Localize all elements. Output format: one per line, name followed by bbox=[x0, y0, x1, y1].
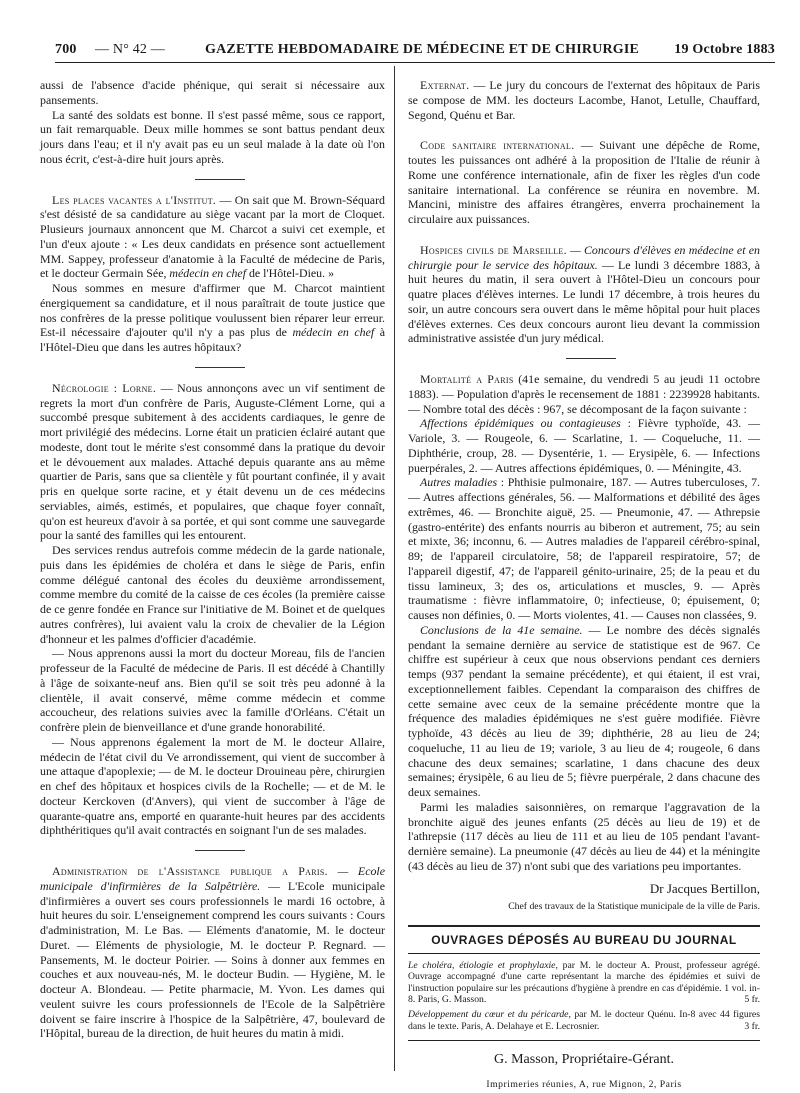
left-column bbox=[40, 78, 385, 1041]
book-entry: Le choléra, étiologie et prophylaxie, par M. le docteur A. Proust, professeur agrégé. Ouvrage accompagné d'une carte représentant la marche des épidémies et suivi de l'instruction populaire sur les précautions d'hygiène à prendre en cas d'épidémie. 1 vol. in-8. Paris, G. Masson. 5 fr. bbox=[408, 959, 760, 1005]
section-separator bbox=[40, 355, 385, 381]
article-heading: Externat. bbox=[420, 78, 470, 92]
article-heading: Les places vacantes a l'Institut. bbox=[52, 192, 217, 207]
article-heading: Nécrologie : Lorne. bbox=[52, 380, 157, 395]
article-heading: Hospices civils de Marseille. bbox=[420, 242, 567, 257]
books-received-box bbox=[408, 925, 760, 1041]
journal-title: GAZETTE HEBDOMADAIRE DE MÉDECINE ET DE CHIRURGIE bbox=[205, 42, 640, 57]
book-entry: Développement du cœur et du péricarde, par M. le docteur Quénu. In-8 avec 44 figures dans le texte. Paris, A. Delahaye et E. Lecrosnier. 3 fr. bbox=[408, 1009, 760, 1032]
paragraph: Nous sommes en mesure d'affirmer que M. Charcot maintient énergiquement sa candidature, et il nous paraîtrait de toute justice que nos confrères de la presse politique voulussent bien réparer leur erreur. Est-il nécessaire d'ajouter qu'il n'y a pas plus de médecin en chef à l'Hôtel-Dieu que dans les autres hôpitaux? bbox=[40, 281, 385, 354]
paragraph: Conclusions de la 41e semaine. — Le nombre des décès signalés pendant la semaine dernière au service de statistique est de 967. Ce chiffre est supérieur à ceux que nous observions pendant ces derniers temps (937 pendant la semaine précédente), et qui étaient, il est vrai, exceptionnellement faibles. Cependant la comparaison des chiffres de cette semaine avec ceux de la semaine précédente montre que la fréquence des maladies épidémiques ne s'est guère modifiée. Fièvre typhoïde, 43 décès au lieu de 39; diphthérie, 28 au lieu de 24; coqueluche, 11 au lieu de 19; variole, 3 au lieu de 4; rougeole, 6 dans chacune des deux semaines; scarlatine, 1 dans chacune des deux semaines; érysipèle, 6 au lieu de 5; fièvre puerpérale, 2 dans chacune des deux semaines. bbox=[408, 622, 761, 799]
section-separator bbox=[40, 838, 385, 864]
article-assistance-publique: Administration de l'Assistance publique a Paris. — Ecole municipale d'infirmières de la Salpêtrière. — L'Ecole municipale d'infirmières a ouvert ses cours professionnels le mardi 16 octobre, à huit heures du soir. L'enseignement comprend les cours suivants : Cours d'administration, M. Le Bas. — Eléments d'anatomie, M. le docteur Duret. — Eléments de physiologie, M. le docteur P. Regnard. — Pansements, M. le docteur Poirier. — Soins à donner aux femmes en couches et aux nouveau-nés, M. le docteur Budin. — Hygiène, M. le docteur A. Blondeau. — Petite pharmacie, M. Yvon. Les dames qui veulent suivre les cours professionnels de l'Ecole de la Salpêtrière doivent se faire inscrire à l'hospice de la Salpêtrière, 47, boulevard de l'Hôpital, bureau de la direction, de huit heures du matin à midi. bbox=[40, 864, 385, 1041]
article-code-sanitaire: Code sanitaire international. — Suivant une dépêche de Rome, toutes les puissances ont adhéré à la proposition de l'Italie de réunir à Rome une conférence internationale, afin de fixer les règles d'un code sanitaire international. La conférence se réunira en novembre. M. Mancini, ministre des affaires étrangères, enverra prochainement la circulaire aux puissances. bbox=[408, 138, 761, 226]
issue-date: 19 Octobre 1883 bbox=[674, 42, 775, 57]
paragraph: — Nous apprenons également la mort de M. le docteur Allaire, médecin de l'état civil du Ve arrondissement, qui vient de succomber à une attaque d'apoplexie; — de M. le docteur Drouineau père, chirurgien en chef des hôpitaux et hospices civils de la Rochelle; — et de M. le docteur Kerckoven (d'Anvers), qui vient de succomber à l'âge de quarante-quatre ans, emporté en quarante-huit heures par des accidents diphthéritiques qu'il avait contractés en soignant l'un de ses malades. bbox=[40, 734, 385, 838]
section-separator bbox=[40, 167, 385, 193]
paragraph: Parmi les maladies saisonnières, on remarque l'aggravation de la bronchite aiguë des jeunes enfants (25 décès au lieu de 19) et de l'athrepsie (117 décès au lieu de 111 et au lieu de 105 pendant l'avant-dernière semaine). La pneumonie (47 décès au lieu de 44) et la méningite (43 décès au lieu de 37) n'ont subi que des variations peu importantes. bbox=[408, 799, 760, 873]
issue-number: — N° 42 — bbox=[95, 42, 166, 57]
column-divider bbox=[394, 66, 395, 1071]
article-mortalite: Mortalité a Paris (41e semaine, du vendredi 5 au jeudi 11 octobre 1883). — Population d'après le recensement de 1881 : 2239928 habitants. — Nombre total des décès : 967, se décomposant de la façon suivante : bbox=[408, 372, 761, 416]
paragraph: La santé des soldats est bonne. Il s'est passé même, sous ce rapport, un fait remarquable. Deux mille hommes se sont battus pendant deux jours dans l'eau; et il n'y avait pas eu un seul malade à la date où l'on nous écrit, c'est-à-dire huit jours après. bbox=[40, 107, 385, 166]
article-heading: Code sanitaire international. bbox=[420, 138, 575, 153]
paragraph: Des services rendus autrefois comme médecin de la garde nationale, puis dans les épidémies de choléra et dans le siège de Paris, enfin comme délégué cantonal des écoles du deuxième arrondissement, comme membre du comité de la caisse de ces écoles (la première caisse de ce genre fondée en France sur l'initiative de M. Boinet et de quelques autres confrères), lui avaient valu la croix de chevalier de la Légion d'honneur et les palmes d'officier d'académie. bbox=[40, 543, 385, 646]
article-institut: Les places vacantes a l'Institut. — On sait que M. Brown-Séquard s'est désisté de sa candidature au siège vacant par la mort de Cloquet. Plusieurs journaux annoncent que M. Charcot a suivi cet exemple, et l'un d'eux ajoute : « Les deux candidats en présence sont actuellement MM. Sappey, professeur d'anatomie à la Faculté de médecine de Paris, et le docteur Germain Sée, médecin en chef de l'Hôtel-Dieu. » bbox=[40, 192, 385, 281]
paragraph: Affections épidémiques ou contagieuses : Fièvre typhoïde, 43. — Variole, 3. — Rougeole, 6. — Scarlatine, 1. — Coqueluche, 11. — Diphthérie, croup, 28. — Dysentérie, 1. — Erysipèle, 6. — Infections puerpérales, 2. — Autres affections épidémiques, 0. — Méningite, 43. bbox=[408, 416, 761, 475]
signature: Dr Jacques Bertillon, bbox=[649, 880, 760, 896]
printer-line: Imprimeries réunies, A, rue Mignon, 2, Paris bbox=[486, 1078, 682, 1090]
signature-title: Chef des travaux de la Statistique municipale de la ville de Paris. bbox=[508, 901, 760, 913]
paragraph: aussi de l'absence d'acide phénique, qui serait si nécessaire aux pansements. bbox=[40, 78, 385, 107]
article-necrologie: Nécrologie : Lorne. — Nous annonçons avec un vif sentiment de regrets la mort d'un confrère de Paris, Auguste-Clément Lorne, qui a succombé presque subitement à des accidents cardiaques, le genre de mort privilégié des médecins. Lorne était un praticien éclairé autant que modeste, dont tout le mérite s'est consommé dans la pratique du devoir et le dévouement aux malades. Attaché depuis quarante ans au même quartier de Paris, sans que sa clientèle y fût pourtant confinée, il y avait pris en quelque sorte racine, et y était devenu un de ces médecins serviables, aimés, estimés, et populaires, que chaque foyer connaît, qu'on est heureux d'avoir à sa portée, et qui sont comme une sauvegarde pour la santé des familles qui les entourent. bbox=[40, 380, 385, 543]
page-number: 700 bbox=[55, 42, 77, 57]
article-heading: Administration de l'Assistance publique a Paris. bbox=[52, 864, 328, 878]
article-externat: Externat. — Le jury du concours de l'externat des hôpitaux de Paris se compose de MM. les docteurs Lacombe, Hanot, Letulle, Chauffard, Segond, Quénu et Bar. bbox=[408, 78, 760, 122]
paragraph: Autres maladies : Phthisie pulmonaire, 187. — Autres tuberculoses, 7. — Autres affections générales, 56. — Malformations et débilité des âges extrêmes, 46. — Bronchite aiguë, 25. — Pneumonie, 47. — Athrepsie (gastro-entérite) des enfants nourris au biberon et autrement, 75; au sein et mixte, 36; inconnu, 6. — Autres maladies de l'appareil cérébro-spinal, 89; de l'appareil circulatoire, 58; de l'appareil respiratoire, 57; de l'appareil digestif, 47; de l'appareil génito-urinaire, 25; de la peau et du tissu lamineux, 3; des os, articulations et muscles, 9. — Après traumatisme : fièvre inflammatoire, 0; infectieuse, 0; épuisement, 0; causes non définies, 0. — Morts violentes, 41. — Causes non classées, 9. bbox=[408, 475, 760, 622]
paragraph: — Nous apprenons aussi la mort du docteur Moreau, fils de l'ancien professeur de la Faculté de médecine de Paris. Il est décédé à Chantilly à l'âge de soixante-neuf ans. Bien qu'il se soit très peu adonné à la clientèle, il avait conservé, même comme médecin et comme accoucheur, des relations suivies avec la famille d'Orléans. C'était un confrère plein de bienveillance et d'une grande honorabilité. bbox=[40, 646, 385, 734]
right-column bbox=[408, 78, 760, 1093]
publisher-line: G. Masson, Propriétaire-Gérant. bbox=[493, 1052, 674, 1068]
page-header bbox=[55, 40, 775, 63]
article-heading: Mortalité a Paris bbox=[420, 372, 514, 386]
article-hospices-marseille: Hospices civils de Marseille. — Concours d'élèves en médecine et en chirurgie pour le service des hôpitaux. — Le lundi 3 décembre 1883, à huit heures du matin, il sera ouvert à l'Hôtel-Dieu un concours pour quatre places d'élèves internes. Le lundi 17 décembre, à trois heures du soir, un autre concours sera ouvert dans le même hôpital pour huit places d'élèves externes. Ces deux concours auront lieu devant la commission administrative assistée d'un jury médical. bbox=[408, 242, 760, 346]
section-separator bbox=[408, 346, 760, 372]
box-title: OUVRAGES DÉPOSÉS AU BUREAU DU JOURNAL bbox=[408, 933, 760, 954]
